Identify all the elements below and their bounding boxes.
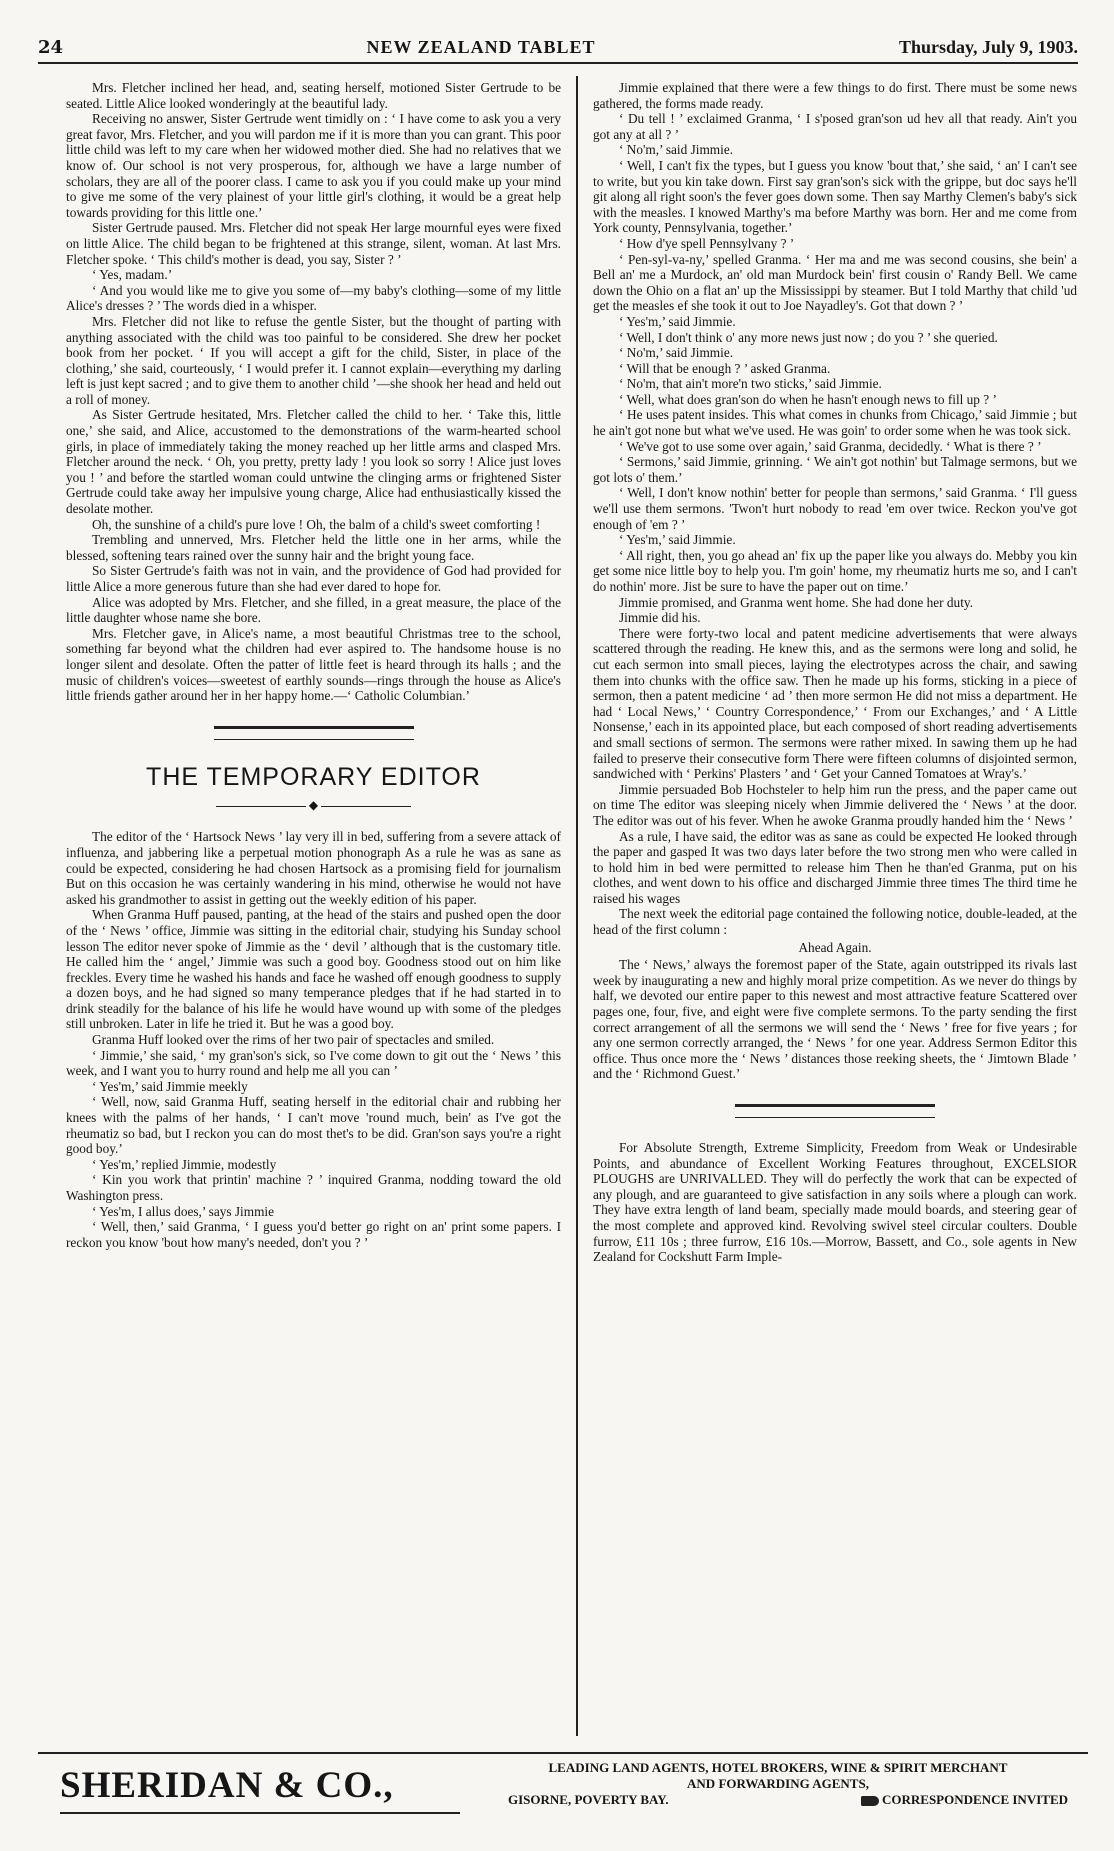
company-services-2: AND FORWARDING AGENTS,	[687, 1776, 869, 1791]
story-paragraph: ‘ And you would like me to give you some of—my baby's clothing—some of my little Alice's dresses ? ’ The words died in a whisper.	[66, 282, 561, 314]
article-paragraph: ‘ No'm, that ain't more'n two sticks,’ said Jimmie.	[619, 376, 882, 392]
article-paragraph: There were forty-two local and patent medicine advertisements that were always scattered through the reading. He knew this, and as the sermons were long and solid, he cut each sermon into small pieces, laying the electrotypes across the chair, and sawing them into chunks with the office saw. Then he made up his forms, sticking in a piece of sermon, then a patent medicine ‘ ad ’ then more sermon He did not miss a department. He had ‘ Local News,’ ‘ Country Correspondence,’ ‘ From our Exchanges,’ and ‘ A Little Nonsense,’ each in its appointed place, but each composed of short reading advertisements and small sections of sermon. The sermons were rather mixed. In sawing them up he had failed to preserve their consecutive form There were fifteen columns of disjointed sermon, sandwiched with ‘ Perkins' Plasters ’ and ‘ Get your Canned Tomatoes at Wray's.’	[593, 625, 1077, 782]
company-contact	[468, 1792, 1088, 1808]
notice-paragraph: The ‘ News,’ always the foremost paper of the State, again outstripped its rivals last week by inaugurating a new and highly moral prize competition. As we never do things by half, we devoted our entire paper to this newest and most attractive feature Scattered over pages one, four, five, and eight were five complete sermons. To the party sending the first correct arrangement of all the sermons we will send the ‘ News ’ free for five years ; for any one sermon correctly arranged, the ‘ News ’ for one year. Address Sermon Editor this office. Thus once more the ‘ News ’ distances those reeking sheets, the ‘ Jimtown Blade ’ and the ‘ Richmond Guest.’	[593, 957, 1077, 1082]
story-paragraph: ‘ Yes, madam.’	[92, 267, 173, 283]
article-paragraph: ‘ Well, now, said Granma Huff, seating herself in the editorial chair and rubbing her knees with the palms of her hands, ‘ I can't move 'round much, bein' as I've got the rheumatiz so bad, but I reckon you can do most thet's to be did. Gran'son says you're a right good boy.’	[66, 1094, 561, 1157]
article-paragraph: The next week the editorial page contained the following notice, double-leaded, at the head of the first column :	[593, 906, 1077, 938]
story-paragraph: Receiving no answer, Sister Gertrude went timidly on : ‘ I have come to ask you a very great favor, Mrs. Fletcher, and you will pardon me if it is more than you can grant. This poor little child was left to my care when her widowed mother died. She had no relatives that we know of. Our school is not very prosperous, for, although we have a large number of scholars, they are all of the poorer class. I came to ask you if you could make up your mind to give me some of the very plainest of your little girl's clothing, it would be a great help towards providing for this little one.’	[66, 111, 561, 220]
notice-heading: Ahead Again.	[798, 939, 872, 955]
article-paragraph: ‘ Yes'm,’ replied Jimmie, modestly	[92, 1156, 277, 1172]
story-paragraph: Oh, the sunshine of a child's pure love ! Oh, the balm of a child's sweet comforting !	[92, 516, 541, 532]
company-underline	[60, 1812, 460, 1814]
section-rule-thin	[735, 1117, 935, 1118]
correspondence-note	[861, 1792, 1068, 1808]
article-paragraph: ‘ Jimmie,’ she said, ‘ my gran'son's sick, so I've come down to git out the ‘ News ’ this week, and I want you to hurry round and help me all you can ’	[66, 1047, 561, 1079]
article-paragraph: ‘ Well, what does gran'son do when he hasn't enough news to fill up ? ’	[619, 391, 997, 407]
company-info	[468, 1760, 1088, 1808]
page-header	[38, 22, 1078, 64]
article-paragraph: ‘ Kin you work that printin' machine ? ’ inquired Granma, nodding toward the old Washington press.	[66, 1172, 561, 1203]
article-paragraph: ‘ We've got to use some over again,’ said Granma, decidedly. ‘ What is there ? ’	[619, 438, 1042, 454]
issue-date: Thursday, July 9, 1903.	[898, 37, 1078, 57]
article-paragraph: Jimmie explained that there were a few things to do first. There must be some news gathered, the forms made ready.	[593, 80, 1077, 111]
story-paragraph: So Sister Gertrude's faith was not in vain, and the providence of God had provided for little Alice a more generous future than she had ever dared to hope for.	[66, 563, 561, 594]
article-paragraph: ‘ He uses patent insides. This what comes in chunks from Chicago,’ said Jimmie ; but he ain't got none but what we've used. He was goin' to order some when he was took sick.	[593, 407, 1077, 439]
article-paragraph: Granma Huff looked over the rims of her two pair of spectacles and smiled.	[92, 1032, 495, 1048]
story-paragraph: Mrs. Fletcher did not like to refuse the gentle Sister, but the thought of parting with anything associated with the child was too painful to be considered. She drew her pocket book from her pocket. ‘ If you will accept a gift for the child, Sister, in place of the clothing,’ she said, courteously, ‘ I would prefer it. I cannot explain—everything my darling left is just kept sacred ; and to give them to another child ’—she shook her head and held out a roll of money.	[66, 313, 561, 407]
section-rule	[735, 1104, 935, 1107]
article-paragraph: Jimmie persuaded Bob Hochsteler to help him run the press, and the paper came out on time The editor was sleeping nicely when Jimmie delivered the ‘ News ’ at the door. The editor was out of his fever. When he awoke Granma proudly handed him the ‘ News ’	[593, 781, 1077, 828]
right-column	[593, 80, 1077, 1740]
story-paragraph: Alice was adopted by Mrs. Fletcher, and she filled, in a great measure, the place of the little daughter whose name she bore.	[66, 594, 561, 626]
article-paragraph: ‘ Yes'm,’ said Jimmie.	[619, 313, 736, 329]
story-paragraph: Sister Gertrude paused. Mrs. Fletcher did not speak Her large mournful eyes were fixed on little Alice. The child began to be frightened at this strange, silent, woman. At last Mrs. Fletcher spoke. ‘ This child's mother is dead, you say, Sister ? ’	[66, 220, 561, 267]
article-paragraph: ‘ How d'ye spell Pennsylvany ? ’	[619, 235, 795, 251]
article-title: THE TEMPORARY EDITOR	[146, 762, 481, 791]
column-divider	[576, 76, 578, 1736]
story-paragraph: Mrs. Fletcher gave, in Alice's name, a most beautiful Christmas tree to the school, something far beyond what the children had ever aspired to. The handsome house is no longer silent and desolate. Often the patter of little feet is heard through its halls ; and the music of children's voices—sweetest of earthly sounds—rings through the house as Alice's little friends gather around her in her happy home.—‘ Catholic Columbian.’	[66, 625, 561, 704]
article-paragraph: ‘ Sermons,’ said Jimmie, grinning. ‘ We ain't got nothin' but Talmage sermons, but we got lots o' them.’	[593, 454, 1077, 485]
article-paragraph: ‘ Well, I don't know nothin' better for people than sermons,’ said Granma. ‘ I'll guess we'll use them sermons. 'Twon't hurt nobody to read 'em over twice. Reckon you've got enough of 'em ? ’	[593, 485, 1077, 532]
title-ornament: ◆	[66, 798, 561, 814]
article-paragraph: ‘ No'm,’ said Jimmie.	[619, 345, 734, 361]
correspondence-text: CORRESPONDENCE INVITED	[882, 1792, 1068, 1807]
article-paragraph: ‘ Pen-syl-va-ny,’ spelled Granma. ‘ Her ma and me was second cousins, she bein' a Bell an' me a Murdock, an' old man Murdock bein' first cousin o' Randy Bell. We came down the Ohio on a flat an' up the Mississippi by steamer. But I told Marthy that child 'ud get the measles ef she took it out to Joe Nayadley's. Got that down ? ’	[593, 251, 1077, 314]
article-paragraph: ‘ Du tell ! ’ exclaimed Granma, ‘ I s'posed gran'son ud hev all that ready. Ain't you got any at all ? ’	[593, 111, 1077, 142]
left-column	[66, 80, 561, 1740]
article-paragraph: ‘ Will that be enough ? ’ asked Granma.	[619, 360, 831, 376]
pointing-hand-icon	[861, 1796, 879, 1806]
article-paragraph: Jimmie promised, and Granma went home. She had done her duty.	[619, 594, 974, 610]
section-rule-thin	[214, 739, 414, 740]
article-paragraph: When Granma Huff paused, panting, at the head of the stairs and pushed open the door of the ‘ News ’ office, Jimmie was sitting in the editorial chair, studying his Sunday school lesson The editor never spoke of Jimmie as the ‘ devil ’ although that is the customary title. He called him the ‘ angel,’ Jimmie was such a good boy. Goodness stood out on him like freckles. Every time he washed his hands and face he washed off enough goodness to supply a dozen boys, and he had signed so many temperance pledges that if he had started in to drink steadily for the balance of his life he would have wound up with some of the pledges still unbroken. Later in life he tried it. But he was a good boy.	[66, 907, 561, 1032]
story-paragraph: Mrs. Fletcher inclined her head, and, seating herself, motioned Sister Gertrude to be seated. Little Alice looked wonderingly at the beautiful lady.	[66, 80, 561, 111]
article-paragraph: The editor of the ‘ Hartsock News ’ lay very ill in bed, suffering from a severe attack of influenza, and jabbering like a perpetual motion phonograph As a rule he was as sane as could be expected, considering he had chosen Hartsock as a promising field for journalism But on this occasion he was certainly wandering in his mind, otherwise he would not have asked his grandmother to assist in getting out the weekly edition of his paper.	[66, 829, 561, 907]
newspaper-title: NEW ZEALAND TABLET	[366, 37, 596, 57]
company-name: SHERIDAN & CO.,	[60, 1765, 394, 1806]
footer-advertisement	[38, 1752, 1088, 1822]
article-paragraph: ‘ Yes'm, I allus does,’ says Jimmie	[92, 1203, 275, 1219]
article-paragraph: ‘ Well, then,’ said Granma, ‘ I guess you'd better go right on an' print some papers. I reckon you know 'bout how many's needed, don't you ? ’	[66, 1219, 561, 1250]
company-services: LEADING LAND AGENTS, HOTEL BROKERS, WINE & SPIRIT MERCHANT	[548, 1760, 1008, 1775]
article-paragraph: ‘ Yes'm,’ said Jimmie meekly	[92, 1078, 248, 1094]
article-paragraph: As a rule, I have said, the editor was as sane as could be expected He looked through the paper and gasped It was two days later before the two strong men who were called in to hold him in bed were permitted to release him Then he than'ed Granma, put on his clothes, and went down to his office and discharged Jimmie three times The third time he raised his wages	[593, 828, 1077, 906]
story-paragraph: Trembling and unnerved, Mrs. Fletcher held the little one in her arms, while the blessed, softening tears rained over the sunny hair and the bright young face.	[66, 532, 561, 563]
article-paragraph: ‘ Well, I don't think o' any more news just now ; do you ? ’ she queried.	[619, 329, 998, 345]
section-rule	[214, 726, 414, 729]
article-paragraph: Jimmie did his.	[619, 610, 701, 626]
page-number: 24	[38, 37, 64, 58]
story-paragraph: As Sister Gertrude hesitated, Mrs. Fletcher called the child to her. ‘ Take this, little one,’ she said, and Alice, accustomed to the demonstrations of the warm-hearted school girls, in place of immediately taking the money reached up her little arms and clasped Mrs. Fletcher around the neck. ‘ Oh, you pretty, pretty lady ! you look so sorry ! Alice just loves you ! ’ and before the startled woman could untwine the clinging arms or frightened Sister Gertrude could take away her impulsive young charge, Alice had enthusiastically kissed the desolate mother.	[66, 407, 561, 517]
advertisement-text: For Absolute Strength, Extreme Simplicity, Freedom from Weak or Undesirable Points, and abundance of Excellent Working Features throughout, EXCELSIOR PLOUGHS are UNRIVALLED. They will do perfectly the work that can be expected of any plough, and are guaranteed to give satisfaction in any soils where a plough can work. They have extra length of land beam, specially made mould boards, and steering gear of the most complete and approved kind. Revolving swivel steel circular coulters. Double furrow, £11 10s ; three furrow, £16 10s.—Morrow, Bassett, and Co., sole agents in New Zealand for Cockshutt Farm Imple-	[593, 1140, 1077, 1265]
company-location: GISORNE, POVERTY BAY.	[508, 1792, 669, 1807]
article-paragraph: ‘ Well, I can't fix the types, but I guess you know 'bout that,’ she said, ‘ an' I can't see to write, but you kin take down. First say gran'son's sick with the grippe, but doc says he'll git along all right soon's the fever goes down some. Then say Marthy Clemen's baby's sick with the measles. I knowed Marthy's ma before Marthy was born. Her and me come from York county, Pennsylvania, together.’	[593, 157, 1077, 236]
article-paragraph: ‘ No'm,’ said Jimmie.	[619, 142, 734, 158]
article-paragraph: ‘ All right, then, you go ahead an' fix up the paper like you always do. Mebby you kin get some nice little boy to help you. I'm goin' home, my rheumatiz hurts me so, and I can't do nothin' more. Jist be sure to have the paper out on time.’	[593, 547, 1077, 594]
article-paragraph: ‘ Yes'm,’ said Jimmie.	[619, 532, 736, 548]
